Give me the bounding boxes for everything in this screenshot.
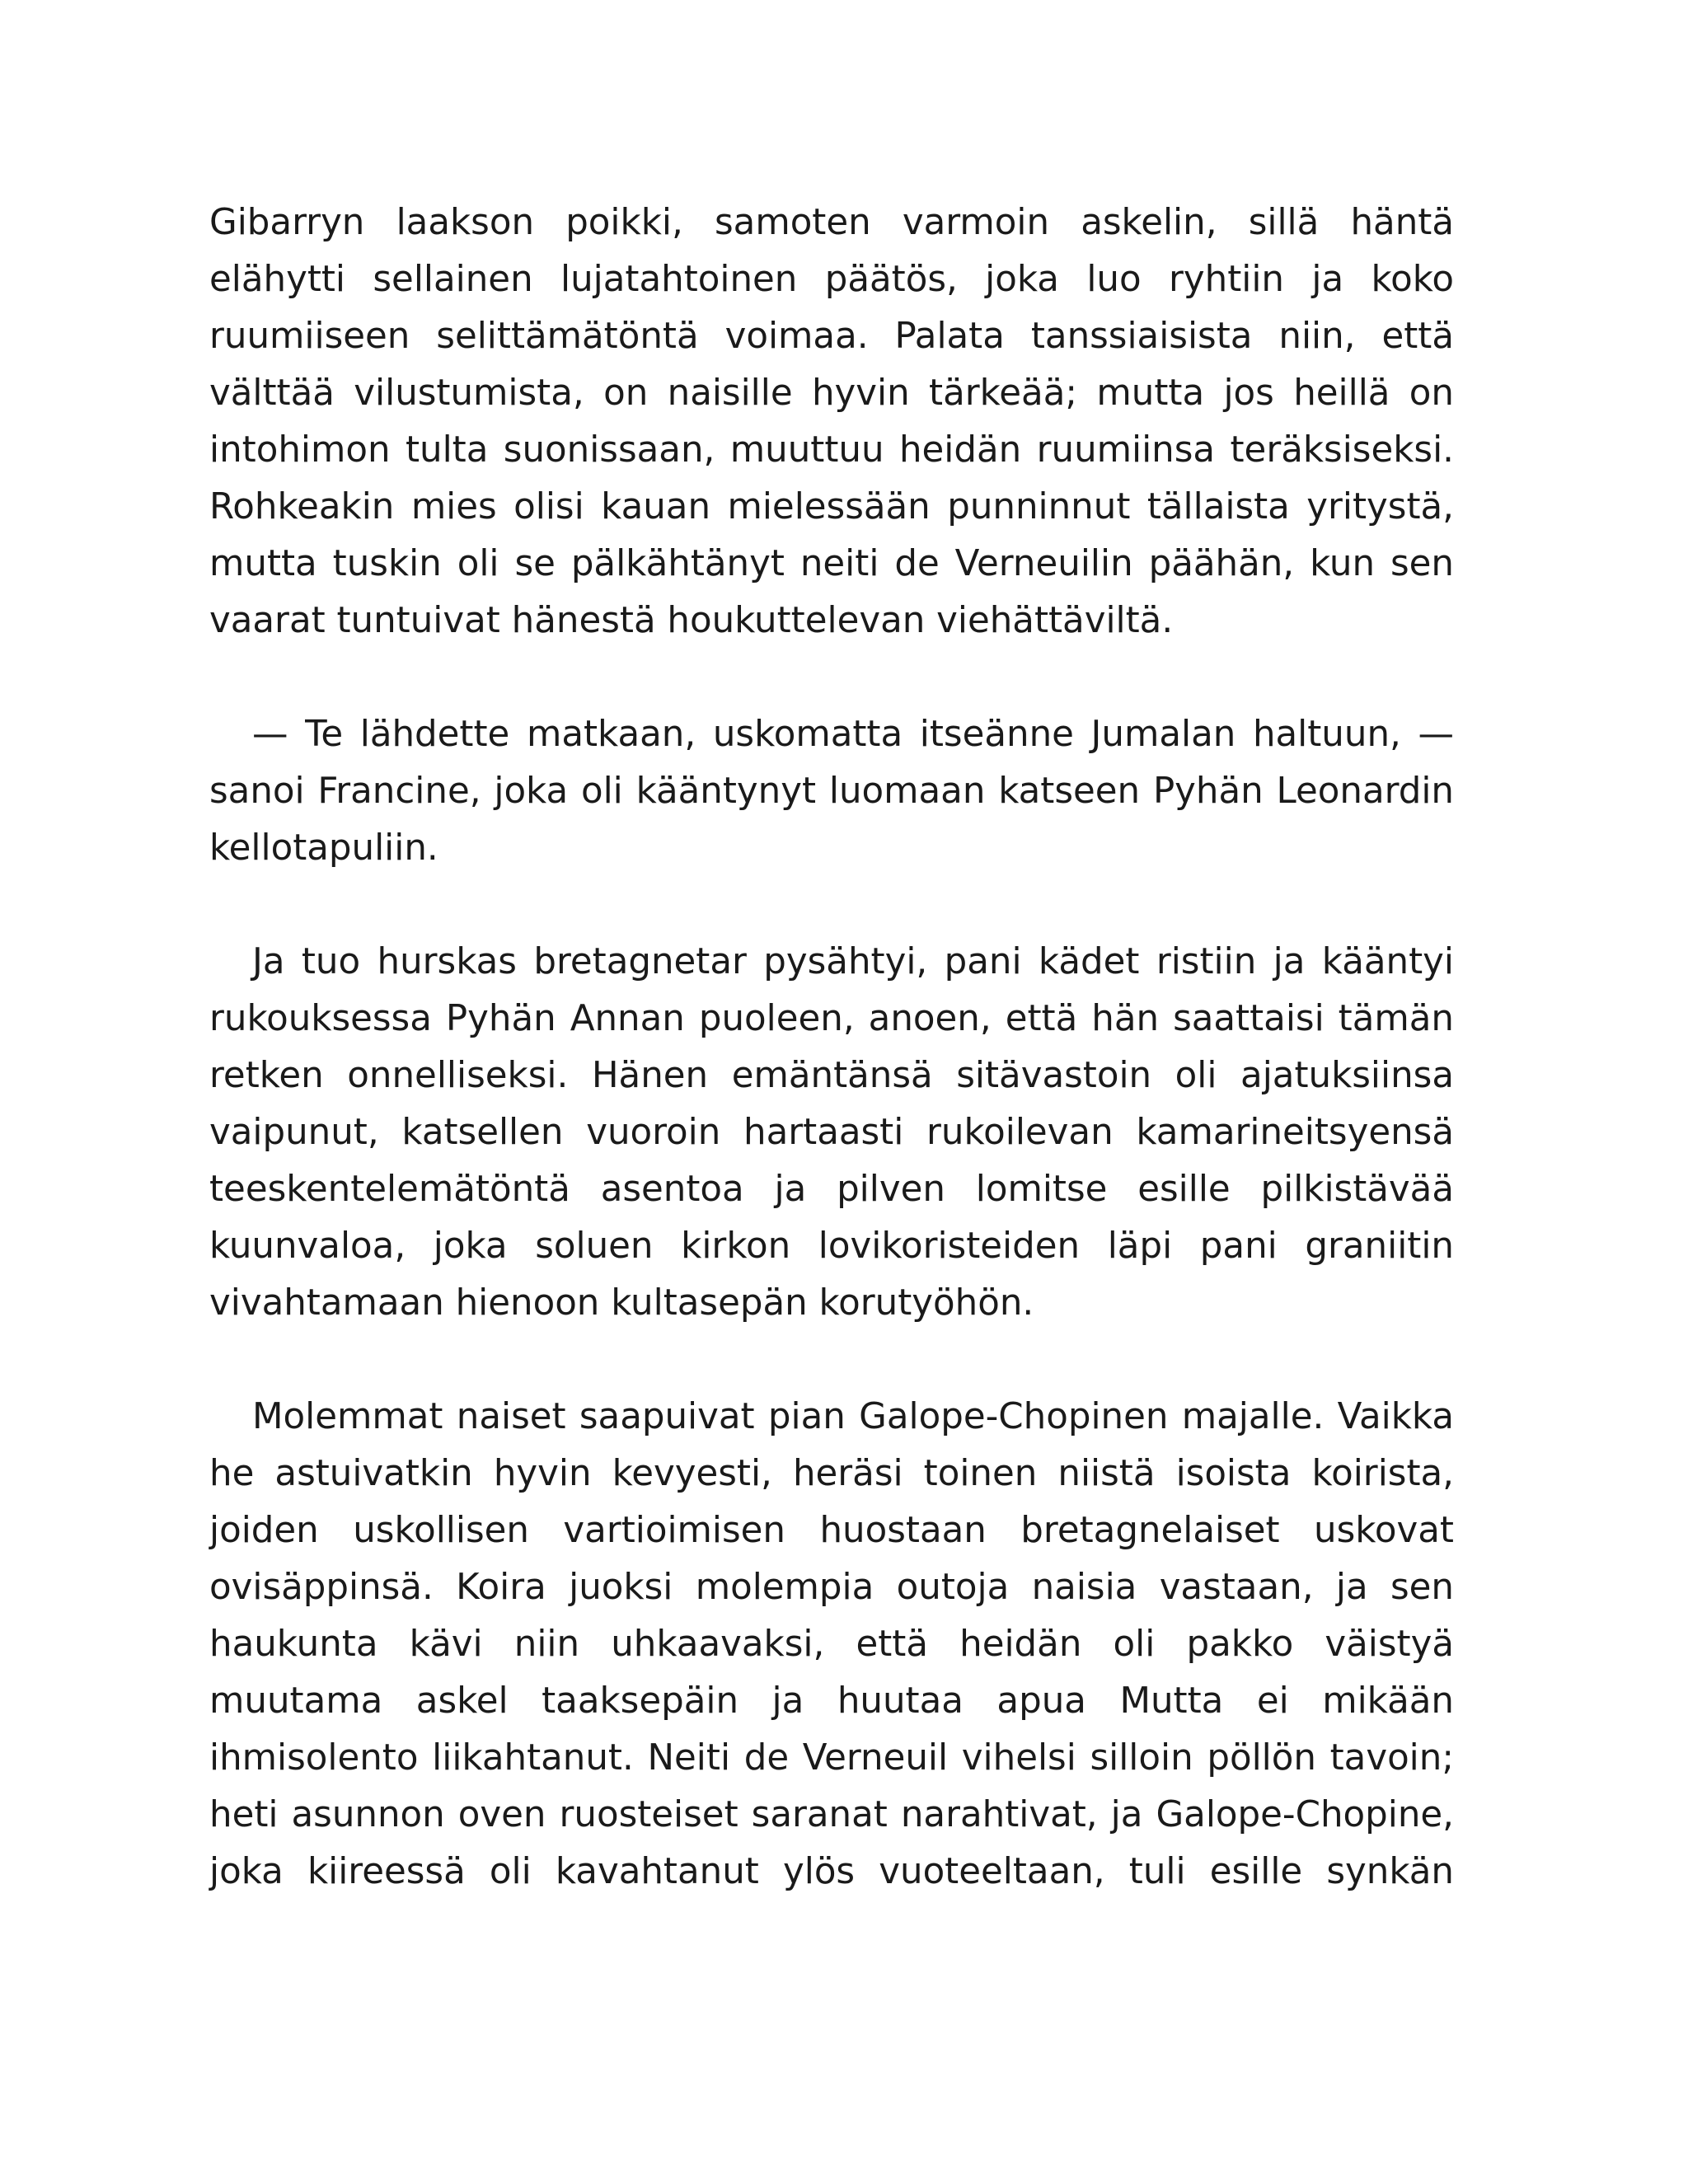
document-page [209, 194, 1454, 1900]
paragraph-4: Molemmat naiset saapuivat pian Galope-Chopinen majalle. Vaikka he astuivatkin hyvin kevyesti, heräsi toinen niistä isoista koirista, joiden uskollisen vartioimisen huostaan bretagnelaiset uskovat ovisäppinsä. Koira juoksi molempia outoja naisia vastaan, ja sen haukunta kävi niin uhkaavaksi, että heidän oli pakko väistyä muutama askel taaksepäin ja huutaa apua Mutta ei mikään ihmisolento liikahtanut. Neiti de Verneuil vihelsi silloin pöllön tavoin; heti asunnon oven ruosteiset saranat narahtivat, ja Galope-Chopine, joka kiireessä oli kavahtanut ylös vuoteeltaan, tuli esille synkän [209, 1396, 1454, 1892]
paragraph-3: Ja tuo hurskas bretagnetar pysähtyi, pani kädet ristiin ja kääntyi rukouksessa Pyhän Annan puoleen, anoen, että hän saattaisi tämän retken onnelliseksi. Hänen emäntänsä sitävastoin oli ajatuksiinsa vaipunut, katsellen vuoroin hartaasti rukoilevan kamarineitsyensä teeskentelemätöntä asentoa ja pilven lomitse esille pilkistävää kuunvaloa, joka soluen kirkon lovikoristeiden läpi pani graniitin vivahtamaan hienoon kultasepän korutyöhön. [209, 941, 1454, 1324]
paragraph-1: Gibarryn laakson poikki, samoten varmoin askelin, sillä häntä elähytti sellainen lujatahtoinen päätös, joka luo ryhtiin ja koko ruumiiseen selittämätöntä voimaa. Palata tanssiaisista niin, että välttää vilustumista, on naisille hyvin tärkeää; mutta jos heillä on intohimon tulta suonissaan, muuttuu heidän ruumiinsa teräksiseksi. Rohkeakin mies olisi kauan mielessään punninnut tällaista yritystä, mutta tuskin oli se pälkähtänyt neiti de Verneuilin päähän, kun sen vaarat tuntuivat hänestä houkuttelevan viehättäviltä. [209, 202, 1454, 641]
paragraph-2: — Te lähdette matkaan, uskomatta itseänne Jumalan haltuun, — sanoi Francine, joka oli kääntynyt luomaan katseen Pyhän Leonardin kellotapuliin. [209, 714, 1454, 869]
